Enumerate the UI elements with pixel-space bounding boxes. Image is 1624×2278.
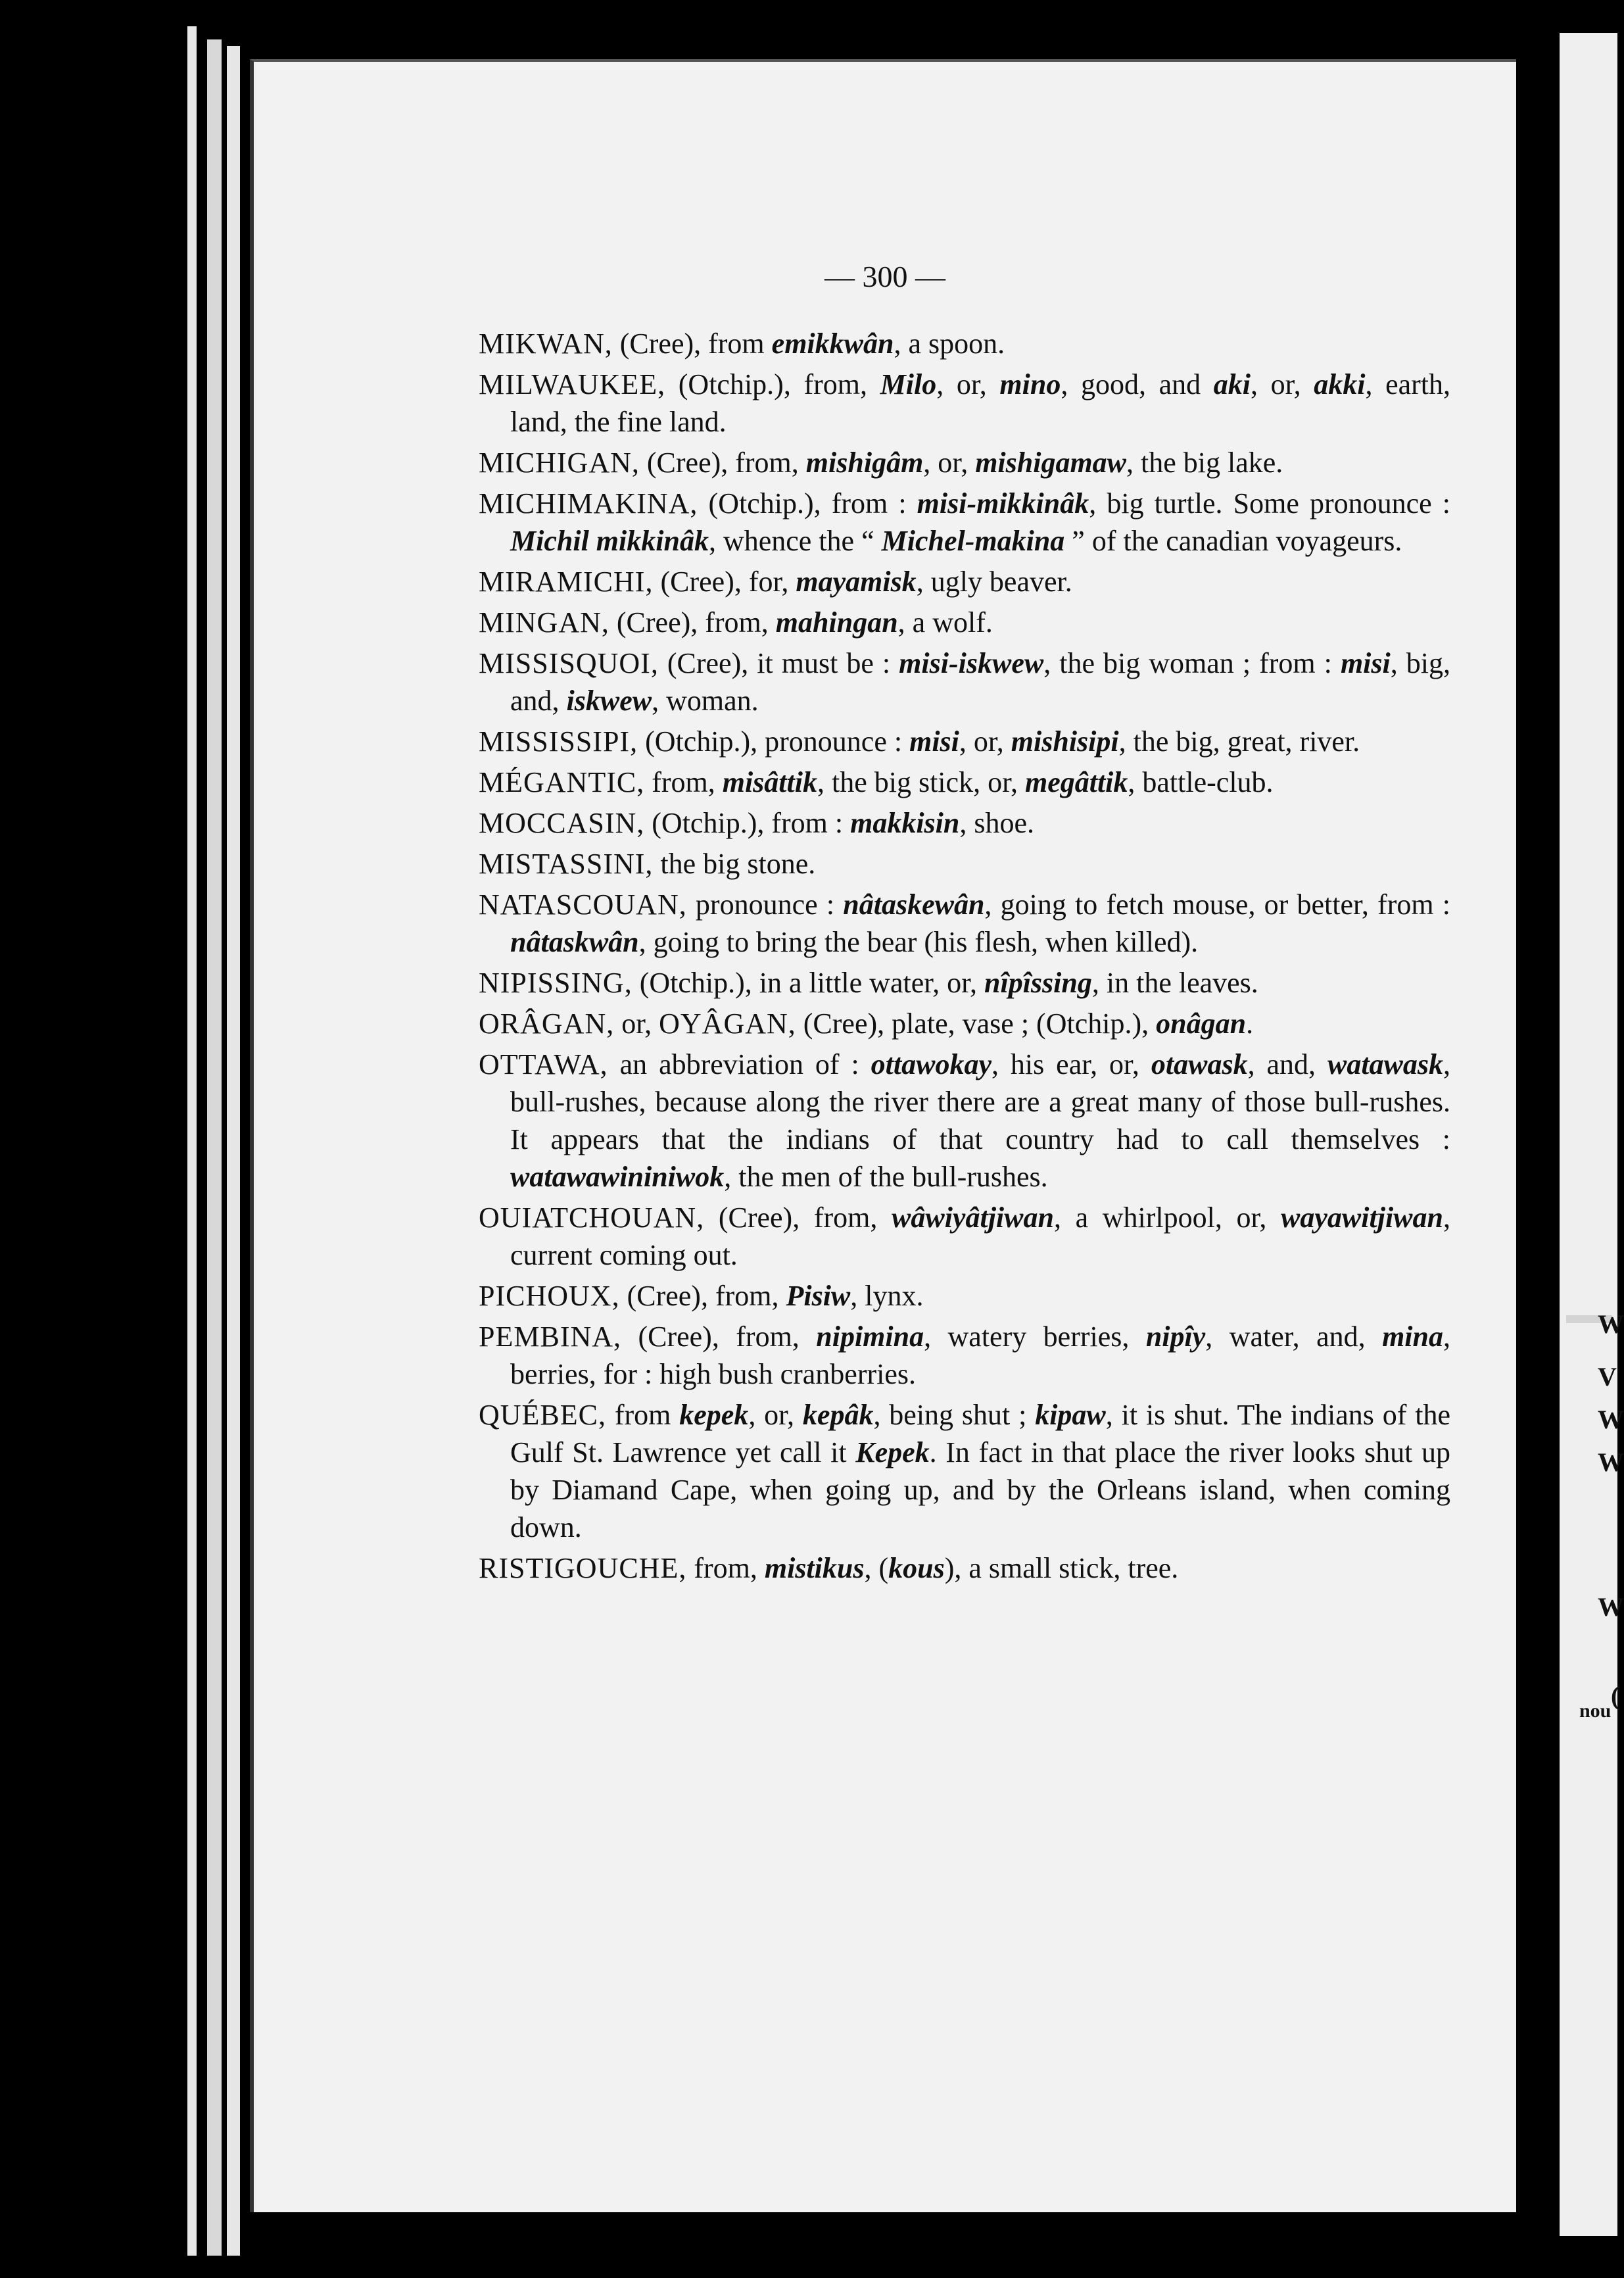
entry-native-term: akki — [1314, 368, 1366, 400]
entry-text: . — [1246, 1007, 1254, 1040]
entry-text: (Cree), from — [612, 327, 772, 360]
glossary-entry — [479, 886, 1450, 961]
facing-page-fragment: W — [1598, 1309, 1624, 1339]
entry-native-term: mina — [1382, 1321, 1443, 1353]
entry-text: (Otchip.), from : — [698, 487, 917, 520]
glossary-entry — [479, 964, 1450, 1002]
entry-native-term: Michil mikkinâk — [510, 525, 709, 557]
entry-native-term: nipîy — [1145, 1321, 1206, 1353]
entry-text: , berries, for : high bush cranberries. — [510, 1321, 1450, 1390]
facing-page-fragment: W — [1598, 1405, 1624, 1434]
glossary-entry — [479, 644, 1450, 719]
entry-headword: MOCCASIN, — [479, 807, 645, 839]
entry-text: ” of the canadian voyageurs. — [1064, 525, 1402, 557]
entry-text: , or, — [959, 725, 1011, 758]
entry-text: , bull-rushes, because along the river there are a great many of those bull-rushes. It appears that the indians of that country had to call themselves : — [510, 1048, 1451, 1155]
entry-headword: MISSISSIPI, — [479, 725, 638, 758]
entry-text: from — [606, 1399, 680, 1431]
entry-text: , water, and, — [1205, 1321, 1383, 1353]
left-page-edge-inner — [207, 39, 222, 2256]
left-page-edge-inner-2 — [227, 46, 240, 2256]
entry-headword: ORÂGAN, — [479, 1007, 615, 1040]
entry-native-term: ottawokay — [871, 1048, 991, 1080]
glossary-entry — [479, 1549, 1450, 1587]
entry-text: from, — [686, 1552, 765, 1584]
entry-native-term: kepâk — [802, 1399, 874, 1431]
entry-text: from, — [644, 766, 723, 798]
entry-native-term: otawask — [1151, 1048, 1248, 1080]
glossary-entry — [479, 485, 1450, 560]
entry-native-term: nipimina — [816, 1321, 924, 1353]
entry-text: , or, — [748, 1399, 803, 1431]
glossary-entry — [479, 1005, 1450, 1042]
entry-text: (Cree), plate, vase ; (Otchip.), — [796, 1007, 1157, 1040]
entry-text: , or, — [923, 447, 976, 479]
entry-text: , the big lake. — [1126, 447, 1283, 479]
entry-headword: MIRAMICHI, — [479, 566, 654, 598]
glossary-entry — [479, 1199, 1450, 1274]
entry-headword: MICHIGAN, — [479, 447, 640, 479]
entry-headword: MILWAUKEE, — [479, 368, 666, 400]
entry-native-term: misâttik — [722, 766, 817, 798]
entry-text: , battle-club. — [1128, 766, 1274, 798]
entry-text: , woman. — [652, 685, 759, 717]
entry-text: pronounce : — [686, 888, 844, 921]
entry-native-term: misi — [909, 725, 959, 758]
entry-native-term: mino — [999, 368, 1061, 400]
entry-native-term: makkisin — [850, 807, 960, 839]
glossary-entry — [479, 325, 1450, 362]
entry-headword: OUIATCHOUAN, — [479, 1201, 705, 1234]
facing-page-fragment: ( — [1611, 1681, 1620, 1710]
entry-headword: MICHIMAKINA, — [479, 487, 698, 520]
entry-text: , or, — [936, 368, 1000, 400]
entry-text: , lynx. — [850, 1280, 924, 1312]
entry-headword: MIKWAN, — [479, 327, 613, 360]
entry-text: , in the leaves. — [1091, 967, 1258, 999]
entry-text: or, — [614, 1007, 659, 1040]
entry-native-term: watawawininiwok — [510, 1161, 725, 1193]
facing-page-fragment: W — [1598, 1592, 1624, 1622]
entry-text: , current coming out. — [510, 1201, 1450, 1271]
facing-page-fragment: nou — [1579, 1700, 1612, 1722]
entry-headword: OYÂGAN, — [659, 1007, 796, 1040]
page-number: — 300 — — [824, 260, 945, 293]
glossary-entry — [479, 1277, 1450, 1315]
entry-native-term: megâttik — [1024, 766, 1128, 798]
glossary-entry — [479, 1318, 1450, 1393]
left-page-edge — [187, 26, 197, 2256]
entry-text: (Cree), from, — [704, 1201, 892, 1234]
entry-native-term: Michel-makina — [881, 525, 1065, 557]
entry-headword: NATASCOUAN, — [479, 888, 687, 921]
entry-text: , a spoon. — [894, 327, 1005, 360]
entry-native-term: mishisipi — [1011, 725, 1119, 758]
entry-text: , big turtle. Some pronounce : — [1089, 487, 1450, 520]
entry-text: (Cree), it must be : — [658, 647, 899, 679]
entry-headword: PICHOUX, — [479, 1280, 620, 1312]
entry-headword: PEMBINA, — [479, 1321, 622, 1353]
entry-native-term: Milo — [880, 368, 937, 400]
facing-page-fragment: V — [1598, 1362, 1617, 1392]
entry-text: (Otchip.), in a little water, or, — [632, 967, 985, 999]
entry-native-term: iskwew — [566, 685, 652, 717]
entry-native-term: onâgan — [1156, 1007, 1247, 1040]
entry-text: , ( — [864, 1552, 889, 1584]
entry-text: , the big woman ; from : — [1043, 647, 1341, 679]
entry-text: , being shut ; — [873, 1399, 1036, 1431]
entry-native-term: aki — [1213, 368, 1251, 400]
entry-native-term: misi-mikkinâk — [917, 487, 1089, 520]
facing-page-fragment: W — [1598, 1447, 1624, 1477]
glossary-entry — [479, 763, 1450, 801]
entry-native-term: watawask — [1327, 1048, 1444, 1080]
glossary-entry — [479, 804, 1450, 842]
glossary-entries — [479, 325, 1450, 1590]
entry-text: , good, and — [1061, 368, 1214, 400]
entry-native-term: mishigamaw — [975, 447, 1127, 479]
entry-native-term: emikkwân — [771, 327, 894, 360]
entry-native-term: mayamisk — [796, 566, 917, 598]
entry-text: , and, — [1247, 1048, 1327, 1080]
entry-native-term: nîpîssing — [984, 967, 1092, 999]
entry-text: . In fact in that place the river looks shut up by Diamand Cape, when going up, and by the Orleans island, when coming down. — [510, 1436, 1450, 1543]
entry-headword: MISSISQUOI, — [479, 647, 659, 679]
entry-native-term: misi-iskwew — [899, 647, 1044, 679]
entry-text: , the big, great, river. — [1118, 725, 1360, 758]
entry-native-term: Kepek — [855, 1436, 930, 1468]
entry-text: (Cree), from, — [639, 447, 806, 479]
entry-text: (Otchip.), from : — [644, 807, 851, 839]
entry-text: , or, — [1251, 368, 1314, 400]
entry-text: (Cree), from, — [621, 1321, 817, 1353]
entry-native-term: mistikus — [764, 1552, 865, 1584]
entry-text: , the men of the bull-rushes. — [724, 1161, 1048, 1193]
entry-text: , a wolf. — [897, 606, 993, 639]
entry-native-term: kepek — [679, 1399, 749, 1431]
entry-headword: RISTIGOUCHE, — [479, 1552, 687, 1584]
entry-text: ), a small stick, tree. — [944, 1552, 1179, 1584]
entry-native-term: mishigâm — [805, 447, 924, 479]
entry-text: , going to bring the bear (his flesh, when killed). — [638, 926, 1199, 958]
entry-text: an abbreviation of : — [608, 1048, 871, 1080]
entry-headword: OTTAWA, — [479, 1048, 608, 1080]
entry-text: , whence the “ — [708, 525, 882, 557]
entry-text: (Cree), from, — [609, 606, 776, 639]
entry-native-term: wâwiyâtjiwan — [892, 1201, 1054, 1234]
entry-text: the big stone. — [653, 848, 816, 880]
glossary-entry — [479, 845, 1450, 883]
glossary-entry — [479, 563, 1450, 600]
entry-headword: MINGAN, — [479, 606, 609, 639]
glossary-entry — [479, 604, 1450, 641]
entry-headword: QUÉBEC, — [479, 1399, 606, 1431]
entry-text: , earth, land, the fine land. — [510, 368, 1451, 438]
entry-text: , watery berries, — [924, 1321, 1146, 1353]
entry-native-term: kipaw — [1035, 1399, 1106, 1431]
entry-native-term: mahingan — [775, 606, 898, 639]
entry-text: , a whirlpool, or, — [1053, 1201, 1281, 1234]
entry-text: , his ear, or, — [991, 1048, 1151, 1080]
entry-native-term: kous — [888, 1552, 945, 1584]
entry-native-term: nâtaskewân — [843, 888, 985, 921]
book-page — [250, 59, 1516, 2212]
entry-text: , it is shut. The indians of the Gulf St. Lawrence yet call it — [510, 1399, 1451, 1468]
entry-text: , big, and, — [510, 647, 1450, 717]
entry-text: , shoe. — [959, 807, 1035, 839]
entry-headword: MÉGANTIC, — [479, 766, 645, 798]
facing-page-bleed — [1560, 33, 1624, 2236]
entry-text: , going to fetch mouse, or better, from : — [984, 888, 1450, 921]
entry-text: (Cree), for, — [653, 566, 796, 598]
glossary-entry — [479, 444, 1450, 481]
glossary-entry — [479, 1396, 1450, 1546]
entry-headword: MISTASSINI, — [479, 848, 654, 880]
entry-text: (Otchip.), pronounce : — [638, 725, 910, 758]
entry-native-term: misi — [1340, 647, 1391, 679]
glossary-entry — [479, 1046, 1450, 1196]
entry-text: , the big stick, or, — [817, 766, 1025, 798]
glossary-entry — [479, 723, 1450, 760]
entry-text: (Cree), from, — [619, 1280, 786, 1312]
entry-native-term: wayawitjiwan — [1281, 1201, 1443, 1234]
entry-headword: NIPISSING, — [479, 967, 633, 999]
entry-text: (Otchip.), from, — [665, 368, 880, 400]
entry-native-term: Pisiw — [786, 1280, 851, 1312]
glossary-entry — [479, 366, 1450, 441]
entry-text: , ugly beaver. — [916, 566, 1072, 598]
entry-native-term: nâtaskwân — [510, 926, 639, 958]
